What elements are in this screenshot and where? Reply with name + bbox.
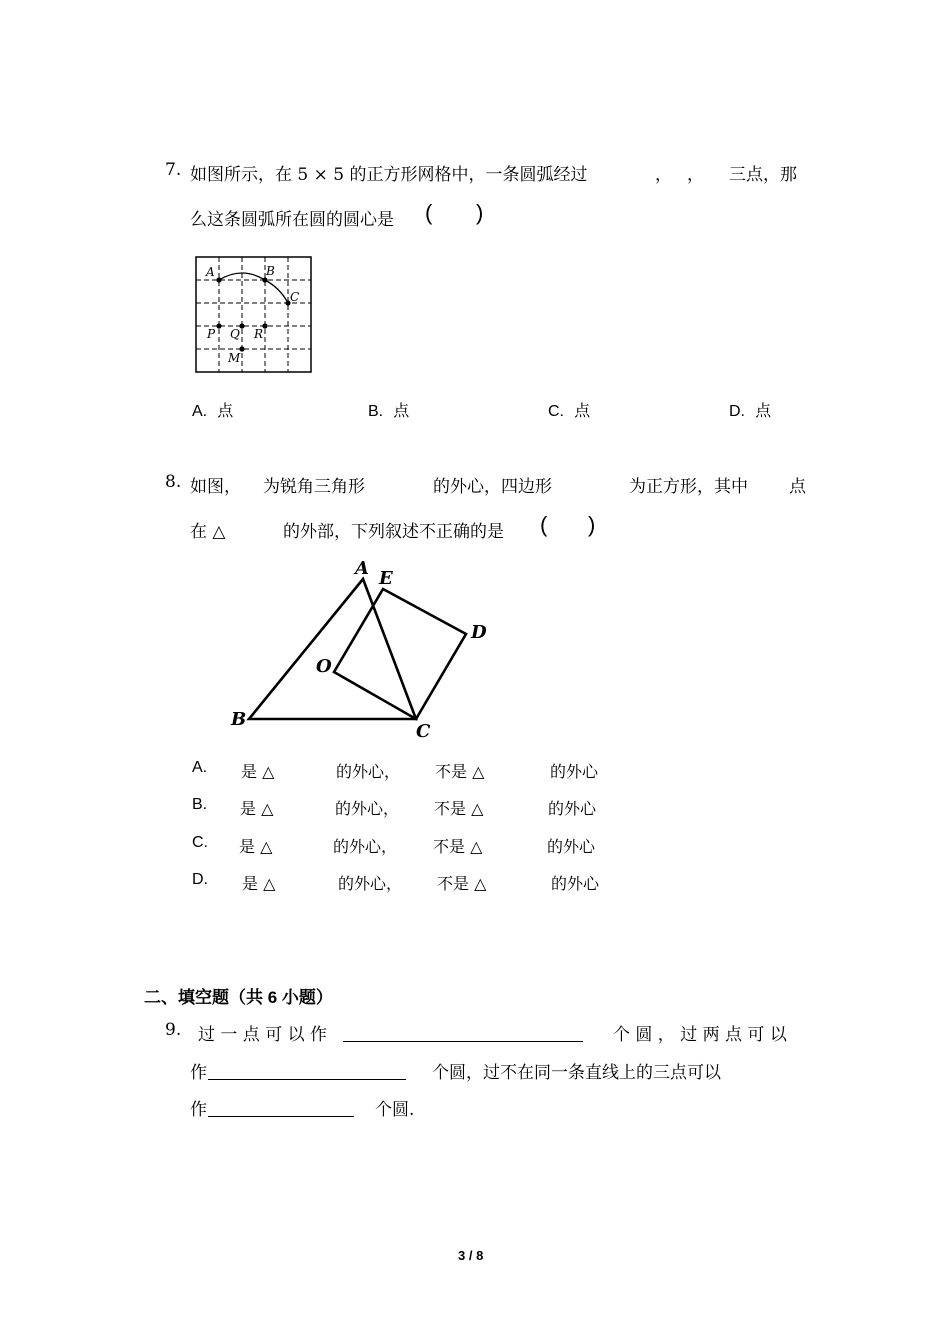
q9-blank-2[interactable] (208, 1079, 406, 1080)
label-p: P (207, 327, 216, 341)
q9-line3-b: 个圆. (375, 1100, 415, 1120)
q9-blank-1[interactable] (343, 1041, 583, 1042)
section-heading: 二、填空题（共 6 小题） (144, 988, 333, 1007)
point-b (262, 277, 267, 282)
q8-bracket-close: ) (588, 512, 596, 537)
q8-triangle-figure (226, 552, 506, 742)
label-c: C (416, 721, 431, 742)
q9-line1-a: 过 一 点 可 以 作 (198, 1025, 328, 1045)
q9-blank-3[interactable] (208, 1116, 354, 1117)
option-label: B. (368, 403, 384, 420)
option-label: A. (192, 403, 208, 420)
option-part3: 不是 △ (433, 837, 483, 856)
q8-option-a[interactable] (192, 759, 632, 783)
q8-number: 8. (165, 472, 182, 492)
q7-line1: 如图所示，在 5 × 5 的正方形网格中，一条圆弧经过 (190, 165, 588, 185)
triangle-abc (249, 579, 416, 719)
option-part2: 的外心， (335, 799, 400, 818)
option-text: 点 (574, 401, 591, 420)
q8-line1-c: 的外心，四边形 (433, 477, 552, 497)
q9-line1-b: 个 圆 ， 过 两 点 可 以 (613, 1025, 787, 1045)
point-r (262, 323, 267, 328)
q8-line1-e: 点 (789, 477, 806, 497)
option-label: A. (192, 759, 208, 776)
option-label: B. (192, 796, 208, 813)
q9-line3-a: 作 (190, 1100, 207, 1120)
option-text: 点 (217, 401, 234, 420)
option-label: D. (729, 403, 745, 420)
q8-bracket-open: ( (540, 512, 548, 537)
option-part3: 不是 △ (434, 799, 484, 818)
label-e: E (379, 568, 393, 589)
label-a: A (355, 558, 369, 579)
q9-number: 9. (165, 1020, 182, 1040)
option-label: C. (192, 834, 208, 851)
point-q (239, 323, 244, 328)
q7-line2: 么这条圆弧所在圆的圆心是 (190, 210, 394, 230)
option-part1: 是 △ (239, 837, 273, 856)
q7-option-b[interactable] (368, 398, 409, 421)
q8-option-b[interactable] (192, 796, 632, 820)
q7-sep2: ， (687, 165, 704, 185)
q8-line1-a: 如图， (190, 477, 241, 497)
label-r: R (254, 327, 264, 341)
option-part2: 的外心， (336, 762, 401, 781)
q7-option-d[interactable] (729, 398, 771, 421)
arc (219, 273, 288, 303)
q8-line2-b: 的外部，下列叙述不正确的是 (283, 522, 504, 542)
label-q: Q (230, 327, 240, 341)
q9-line2-a: 作 (190, 1063, 207, 1083)
q7-grid-figure (190, 252, 320, 377)
q8-line2-a: 在 △ (190, 522, 226, 542)
q7-sep1: ， (655, 165, 672, 185)
option-part2: 的外心， (338, 874, 403, 893)
option-text: 点 (393, 401, 410, 420)
q8-option-c[interactable] (192, 834, 632, 858)
q8-option-d[interactable] (192, 871, 632, 895)
option-label: D. (192, 871, 208, 888)
option-part4: 的外心 (547, 837, 596, 856)
option-part4: 的外心 (548, 799, 597, 818)
q7-option-c[interactable] (548, 398, 590, 421)
option-label: C. (548, 403, 564, 420)
option-part1: 是 △ (241, 762, 275, 781)
label-m: M (228, 351, 241, 365)
option-part4: 的外心 (550, 762, 599, 781)
label-b: B (231, 709, 247, 730)
point-a (216, 277, 221, 282)
page-number: 3 / 8 (458, 1248, 484, 1263)
option-part4: 的外心 (551, 874, 600, 893)
label-b: B (266, 264, 275, 278)
option-text: 点 (755, 401, 772, 420)
q8-line1-d: 为正方形，其中 (629, 477, 748, 497)
option-part3: 不是 △ (435, 762, 485, 781)
q7-bracket-close: ) (476, 200, 484, 225)
label-o: O (316, 656, 332, 677)
option-part1: 是 △ (242, 874, 276, 893)
point-p (216, 323, 221, 328)
label-c: C (290, 290, 300, 304)
option-part3: 不是 △ (437, 874, 487, 893)
q7-option-a[interactable] (192, 398, 233, 421)
q7-number: 7. (165, 160, 182, 180)
option-part2: 的外心， (333, 837, 398, 856)
label-a: A (206, 265, 215, 279)
label-d: D (471, 622, 487, 643)
q7-bracket-open: ( (425, 200, 433, 225)
option-part1: 是 △ (240, 799, 274, 818)
q8-line1-b: 为锐角三角形 (263, 477, 365, 497)
q7-line1-tail: 三点，那 (729, 165, 797, 185)
square-ocde (334, 589, 466, 719)
q9-line2-b: 个圆，过不在同一条直线上的三点可以 (432, 1063, 721, 1083)
